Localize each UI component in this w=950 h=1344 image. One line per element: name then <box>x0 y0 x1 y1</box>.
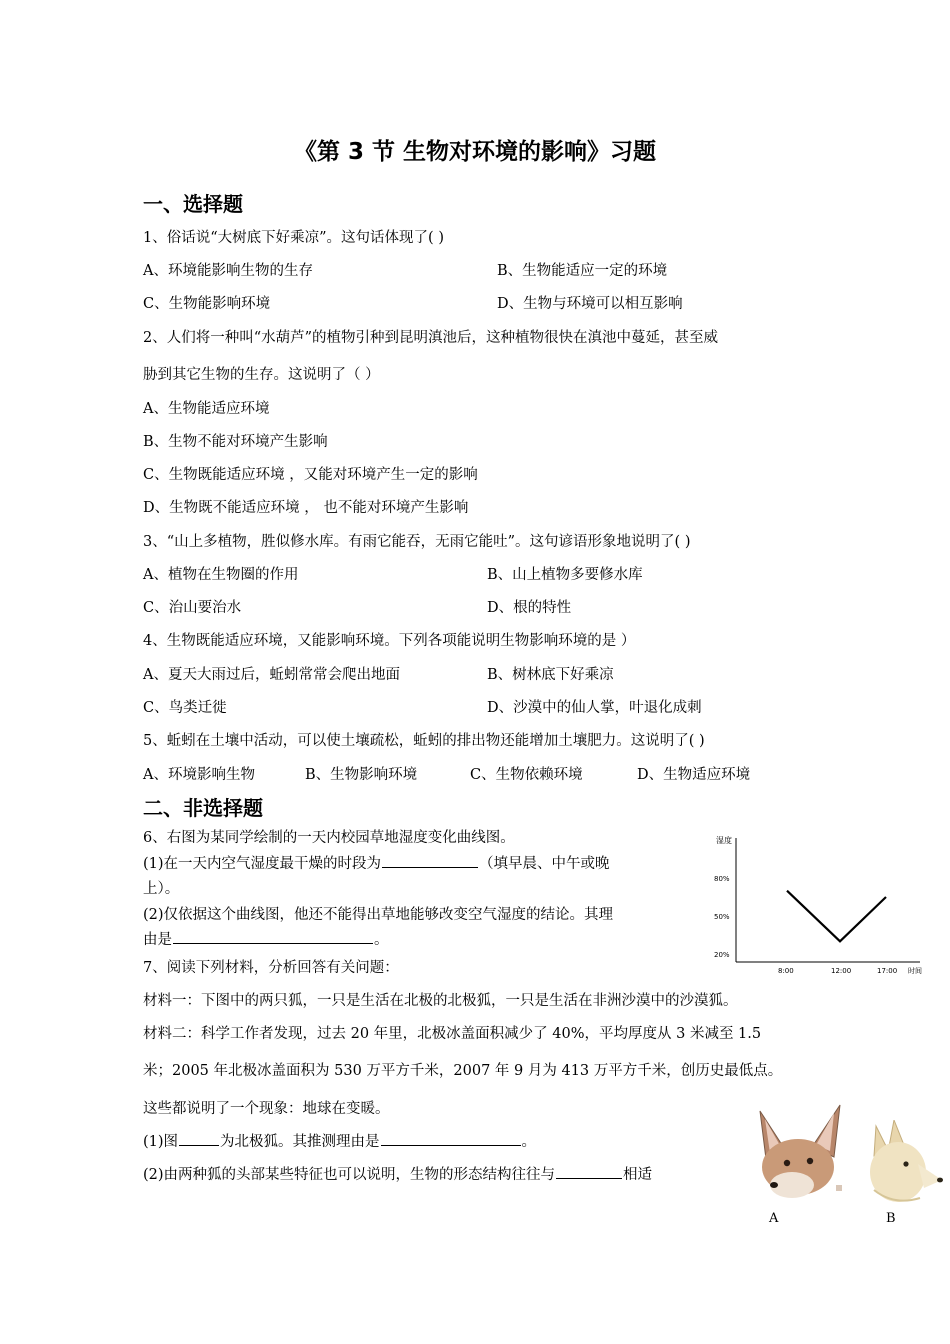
fox-a-desert-image <box>752 1103 848 1203</box>
chart-y-tick-label: 20% <box>714 951 730 959</box>
q7-part2-post: 相适 <box>623 1167 653 1183</box>
fox-b-arctic-image <box>864 1120 944 1210</box>
section-heading-choice: 一、选择题 <box>143 192 243 216</box>
chart-x-tick-label: 8:00 <box>778 967 794 975</box>
q6-answer-blank-1[interactable] <box>382 853 478 868</box>
q1-stem: 1、俗话说“大树底下好乘凉”。这句话体现了( ) <box>143 230 444 246</box>
q1-option-c: C、生物能影响环境 <box>143 296 271 312</box>
q7-part2-pre: (2)由两种狐的头部某些特征也可以说明，生物的形态结构往往与 <box>143 1167 556 1183</box>
q7-material-2-line2: 米；2005 年北极冰盖面积为 530 万平方千米，2007 年 9 月为 413 万平方千米，创历史最低点。 <box>143 1063 783 1079</box>
q1-option-b: B、生物能适应一定的环境 <box>497 263 668 279</box>
q6-part2-line1: (2)仅依据这个曲线图，他还不能得出草地能够改变空气湿度的结论。其理 <box>143 907 614 923</box>
q7-material-2-line1: 材料二：科学工作者发现，过去 20 年里，北极冰盖面积减少了 40%，平均厚度从 3 米减至 1.5 <box>143 1026 762 1042</box>
q3-option-d: D、根的特性 <box>487 600 572 616</box>
q2-stem-line1: 2、人们将一种叫“水葫芦”的植物引种到昆明滇池后，这种植物很快在滇池中蔓延，甚至威 <box>143 330 719 346</box>
q6-part2-line2 <box>143 928 389 949</box>
humidity-chart <box>700 830 940 980</box>
q7-intro: 7、阅读下列材料，分析回答有关问题： <box>143 960 399 976</box>
q5-option-c: C、生物依赖环境 <box>470 767 583 783</box>
q6-part2-pre: 由是 <box>143 932 172 948</box>
fox-label-b: B <box>886 1211 896 1226</box>
chart-ylabel: 湿度 <box>716 836 732 845</box>
q4-option-c: C、鸟类迁徙 <box>143 700 227 716</box>
q1-option-d: D、生物与环境可以相互影响 <box>497 296 683 312</box>
q6-part1 <box>143 852 610 873</box>
q7-answer-blank-2[interactable] <box>381 1131 521 1146</box>
chart-y-tick-label: 50% <box>714 913 730 921</box>
q2-option-d: D、生物既不能适应环境 ， 也不能对环境产生影响 <box>143 500 469 516</box>
q4-option-a: A、夏天大雨过后，蚯蚓常常会爬出地面 <box>143 667 400 683</box>
q2-option-b: B、生物不能对环境产生影响 <box>143 434 328 450</box>
q3-option-c: C、治山要治水 <box>143 600 242 616</box>
q4-option-d: D、沙漠中的仙人掌，叶退化成刺 <box>487 700 702 716</box>
q6-part2-post: 。 <box>374 932 389 948</box>
q5-stem: 5、蚯蚓在土壤中活动，可以使土壤疏松，蚯蚓的排出物还能增加土壤肥力。这说明了( ) <box>143 733 705 749</box>
q6-part1-line2: 上）。 <box>143 881 180 897</box>
q6-intro: 6、右图为某同学绘制的一天内校园草地湿度变化曲线图。 <box>143 830 515 846</box>
q6-answer-blank-2[interactable] <box>173 929 373 944</box>
chart-series-line <box>787 891 886 942</box>
chart-x-tick-label: 17:00 <box>877 967 898 975</box>
fox-label-a: A <box>769 1211 779 1226</box>
chart-x-tick-label: 12:00 <box>831 967 852 975</box>
q3-stem: 3、“山上多植物，胜似修水库。有雨它能吞，无雨它能吐”。这句谚语形象地说明了( ) <box>143 534 691 550</box>
q7-part1-mid: 为北极狐。其推测理由是 <box>220 1134 380 1150</box>
q7-conclusion: 这些都说明了一个现象：地球在变暖。 <box>143 1101 390 1117</box>
q5-option-a: A、环境影响生物 <box>143 767 255 783</box>
q1-option-a: A、环境能影响生物的生存 <box>143 263 313 279</box>
q7-material-1: 材料一：下图中的两只狐，一只是生活在北极的北极狐，一只是生活在非洲沙漠中的沙漠狐。 <box>143 993 738 1009</box>
q7-part1 <box>143 1130 536 1151</box>
q2-stem-line2: 胁到其它生物的生存。这说明了（ ） <box>143 367 380 383</box>
q7-part1-pre: (1)图 <box>143 1134 179 1150</box>
q2-option-a: A、生物能适应环境 <box>143 401 270 417</box>
q4-stem: 4、生物既能适应环境，又能影响环境。下列各项能说明生物影响环境的是 ） <box>143 633 636 649</box>
q6-part1-post: （填早晨、中午或晚 <box>479 856 610 872</box>
q7-answer-blank-3[interactable] <box>556 1164 622 1179</box>
q4-option-b: B、树林底下好乘凉 <box>487 667 614 683</box>
q3-option-a: A、植物在生物圈的作用 <box>143 567 299 583</box>
q5-option-b: B、生物影响环境 <box>305 767 418 783</box>
page-title: 《第 3 节 生物对环境的影响》习题 <box>293 139 657 165</box>
q5-option-d: D、生物适应环境 <box>637 767 751 783</box>
chart-xlabel: 时间 <box>908 967 922 975</box>
q6-part1-pre: (1)在一天内空气湿度最干燥的时段为 <box>143 856 382 872</box>
q7-part2 <box>143 1163 652 1184</box>
chart-y-tick-label: 80% <box>714 875 730 883</box>
q3-option-b: B、山上植物多要修水库 <box>487 567 643 583</box>
q2-option-c: C、生物既能适应环境 ，又能对环境产生一定的影响 <box>143 467 478 483</box>
q7-part1-post: 。 <box>521 1134 537 1150</box>
section-heading-non-choice: 二、非选择题 <box>143 796 263 820</box>
q7-answer-blank-1[interactable] <box>179 1131 219 1146</box>
